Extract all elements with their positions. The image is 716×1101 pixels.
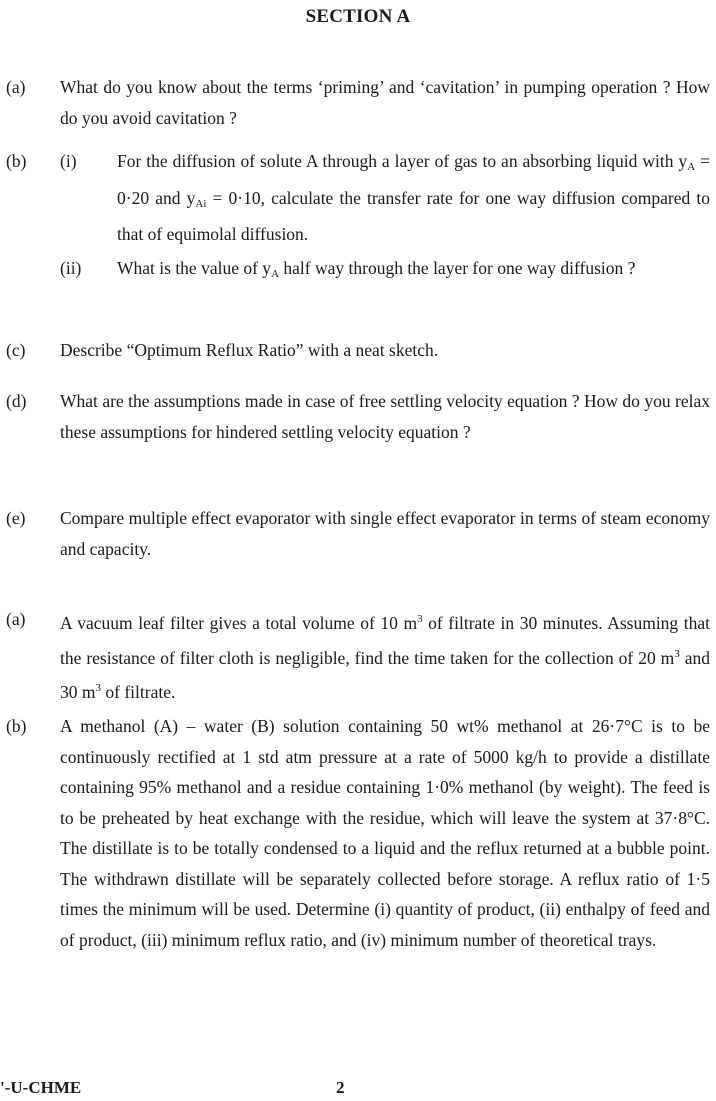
question-label: (d)	[6, 391, 27, 411]
sub-question-label: (i)	[60, 151, 77, 171]
question-text: Compare multiple effect evaporator with single effect evaporator in terms of steam economy and capacity.	[60, 508, 710, 559]
sub-question-label: (ii)	[60, 258, 82, 278]
question-text: Describe “Optimum Reflux Ratio” with a neat sketch.	[60, 340, 439, 360]
page-number: 2	[336, 1078, 345, 1097]
question-label: (a)	[6, 609, 26, 629]
question-label: (a)	[6, 77, 26, 97]
question-text: A vacuum leaf filter gives a total volume of 10 $m^3$ of filtrate in 30 minutes. Assuming that the resistance of filter cloth is negligible, find the time taken for the collection of 20 $m^3$ and 30 $m^3$ of filtrate.	[60, 613, 710, 702]
question-label: (c)	[6, 340, 26, 360]
section-heading: SECTION A	[305, 6, 411, 27]
paper-code: '-U-CHME	[0, 1078, 82, 1097]
question-text: What are the assumptions made in case of free settling velocity equation ? How do you relax these assumptions for hindered settling velocity equation ?	[60, 391, 710, 442]
question-label: (b)	[6, 151, 27, 171]
question-text: What is the value of $y_A$ half way through the layer for one way diffusion ?	[117, 258, 636, 280]
question-text: For the diffusion of solute A through a layer of gas to an absorbing liquid with $y_A = 0\cdot 20$ and $y_{Ai} = 0\cdot 10$, calculate the transfer rate for one way diffusion compared to that of equimolal diffusion.	[117, 151, 710, 244]
question-text: A methanol (A) – water (B) solution containing 50 wt% methanol at 26·7°C is to be continuously rectified at 1 std atm pressure at a rate of 5000 kg/h to provide a distillate containing 95% methanol and a residue containing 1·0% methanol (by weight). The feed is to be preheated by heat exchange with the residue, which will leave the system at 37·8°C. The distillate is to be totally condensed to a liquid and the reflux returned at a bubble point. The withdrawn distillate will be separately collected before storage. A reflux ratio of 1·5 times the minimum will be used. Determine (i) quantity of product, (ii) enthalpy of feed and of product, (iii) minimum reflux ratio, and (iv) minimum number of theoretical trays.	[60, 716, 710, 950]
question-label: (b)	[6, 716, 27, 736]
question-text: What do you know about the terms ‘priming’ and ‘cavitation’ in pumping operation ? How do you avoid cavitation ?	[60, 77, 710, 128]
question-label: (e)	[6, 508, 26, 528]
